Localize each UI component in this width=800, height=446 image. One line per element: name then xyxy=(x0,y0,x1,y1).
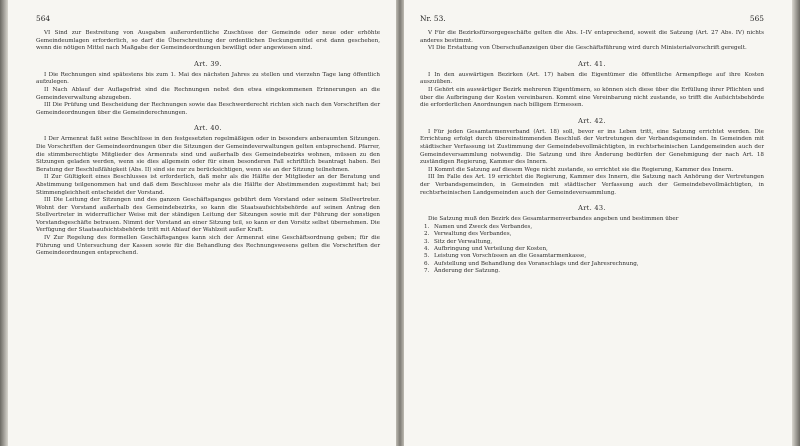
list-item: 5. Leistung von Vorschüssen an die Gesamtarmenkasse, xyxy=(424,253,587,260)
left-page-header xyxy=(36,14,380,30)
article-heading: Art. 40. xyxy=(194,124,222,133)
paragraph: I Für jeden Gesamtarmenverband (Art. 18) soll, bevor er ins Leben tritt, eine Satzung errichtet werden. Die Errichtung erfolgt durch übereinstimmenden Beschluß der Vertretungen der Verbandsgemeinden. In Gemeinden mit städtischer Verfassung ist Zustimmung der Gemeindebevollmächtigten, in rechtsrheinischen Landgemeinden auch der Gemeindeversammlung notwendig. Die Satzung und ihre Änderung bedürfen der Genehmigung der nach Art. 18 zuständigen Regierung, Kammer des Innern. xyxy=(420,128,764,166)
paragraph: I Die Rechnungen sind spätestens bis zum 1. Mai des nächsten Jahres zu stellen und vierzehn Tage lang öffentlich aufzulegen. xyxy=(36,71,380,86)
right-page xyxy=(404,0,792,446)
paragraph: VI Sind zur Bestreitung von Ausgaben außerordentliche Zuschüsse der Gemeinde oder neue oder erhöhte Gemeindeumlagen erforderlich, so darf die Überschreitung der ordentlichen Deckungsmittel erst dann geschehen, wenn die nötigen Mittel nach Maßgabe der Gemeindeordnungen bewilligt oder angewiesen sind. xyxy=(36,30,380,52)
left-page-edge xyxy=(0,0,8,446)
law-number: Nr. 53. xyxy=(420,14,446,23)
paragraph: II Nach Ablauf der Auflagefrist sind die Rechnungen nebst den etwa eingekommenen Erinnerungen an die Gemeindeverwaltung abzugeben. xyxy=(36,86,380,101)
article-heading: Art. 43. xyxy=(578,204,606,213)
list-item: 6. Aufstellung und Behandlung des Voranschlags und der Jahresrechnung, xyxy=(424,260,639,267)
list-item: 3. Sitz der Verwaltung, xyxy=(424,238,493,245)
left-page-number: 564 xyxy=(36,14,51,23)
list-item: 2. Verwaltung des Verbandes, xyxy=(424,231,512,238)
paragraph: VI Die Erstattung von Überschußanzeigen über die Geschäftsführung wird durch Ministerialvorschrift geregelt. xyxy=(428,45,747,52)
paragraph: III Die Prüfung und Bescheidung der Rechnungen sowie das Beschwerderecht richten sich nach den Vorschriften der Gemeindeordnungen über die Gemeinderechnungen. xyxy=(36,102,380,116)
paragraph: III Die Leitung der Sitzungen und des ganzen Geschäftsganges gebührt dem Vorstand oder seinem Stellvertreter. Wohnt der Vorstand außerhalb des Gemeindebezirks, so kann die Staatsaufsichtsbehörde auf seinen Antrag den Stellvertreter in widerruflicher Weise mit der ständigen Leitung der Sitzungen sowie mit der Führung der sonstigen Vorstandsgeschäfte betrauen. Nimmt der Vorstand an einer Sitzung teil, so kann er den Vorsitz selbst übernehmen. Die Verfügung der Staatsaufsichtsbehörde tritt mit Ablauf der Wahlzeit außer Kraft. xyxy=(36,197,380,234)
list-item: 1. Namen und Zweck des Verbandes, xyxy=(424,223,533,230)
paragraph: III Im Falle des Art. 19 errichtet die Regierung, Kammer des Innern, die Satzung nach Anhörung der Vertretungen der Verbandsgemeinden, in Gemeinden mit städtischer Verfassung auch der Gemeindebevollmächtigten, in rechtsrheinischen Landgemeinden auch der Gemeindeversammlung. xyxy=(420,174,764,196)
paragraph: Die Satzung muß den Bezirk des Gesamtarmenverbandes angeben und bestimmen über xyxy=(428,216,679,223)
paragraph: IV Zur Regelung des formellen Geschäftsganges kann sich der Armenrat eine Geschäftsordnung geben; für die Führung und Untersuchung der Kassen sowie für die Behandlung des Rechnungswesens gelten die Vorschriften der Gemeindeordnungen entsprechend. xyxy=(36,235,380,257)
article-heading: Art. 42. xyxy=(578,116,606,125)
right-page-edge xyxy=(792,0,800,446)
book-gutter xyxy=(396,0,404,446)
paragraph: II Zur Gültigkeit eines Beschlusses ist erforderlich, daß mehr als die Hälfte der Mitglieder an der Beratung und Abstimmung teilgenommen hat und daß dem Beschlusse mehr als die Hälfte der Abstimmenden zugestimmt hat; bei Stimmengleichheit entscheidet der Vorstand. xyxy=(36,174,380,196)
list-item: 4. Aufbringung und Verteilung der Kosten, xyxy=(424,245,548,252)
paragraph: V Für die Bezirksfürsorgegeschäfte gelten die Abs. I–IV entsprechend, soweit die Satzung (Art. 27 Abs. IV) nichts anderes bestimmt. xyxy=(420,30,764,44)
article-43-list xyxy=(420,224,764,276)
right-page-header xyxy=(420,14,764,30)
article-heading: Art. 41. xyxy=(578,59,606,68)
list-item: 7. Änderung der Satzung. xyxy=(424,268,501,275)
paragraph: II Gehört ein auswärtiger Bezirk mehreren Eigentümern, so können sich diese über die Erfüllung ihrer Pflichten und über die Aufbringung der Kosten vereinbaren. Kommt eine Vereinbarung nicht zustande, so trifft die Aufsichtsbehörde die erforderlichen Anordnungen nach billigem Ermessen. xyxy=(420,86,764,109)
right-page-number: 565 xyxy=(749,14,764,23)
paragraph: I In den auswärtigen Bezirken (Art. 17) haben die Eigentümer die öffentliche Armenpflege auf ihre Kosten auszuüben. xyxy=(420,71,764,86)
article-heading: Art. 39. xyxy=(194,59,222,68)
paragraph: II Kommt die Satzung auf diesem Wege nicht zustande, so errichtet sie die Regierung, Kammer des Innern. xyxy=(428,166,734,173)
left-page xyxy=(8,0,396,446)
paragraph: I Der Armenrat faßt seine Beschlüsse in den festgesetzten regelmäßigen oder in besonders anberaumten Sitzungen. Die Vorschriften der Gemeindeordnungen über die Sitzungen der Gemeindeverwaltungen gelten entsprechend. Pfarrer, die stimmberechtigte Mitglieder des Armenrats sind und außerhalb des Gemeindebezirks wohnen, müssen zu den Sitzungen geladen werden, wenn sie dies allgemein oder für einen besonderen Fall schriftlich beantragt haben. Bei Beratung der Beschlußfähigkeit (Abs. II) sind sie nur zu berücksichtigen, wenn sie an der Sitzung teilnehmen. xyxy=(36,136,380,173)
